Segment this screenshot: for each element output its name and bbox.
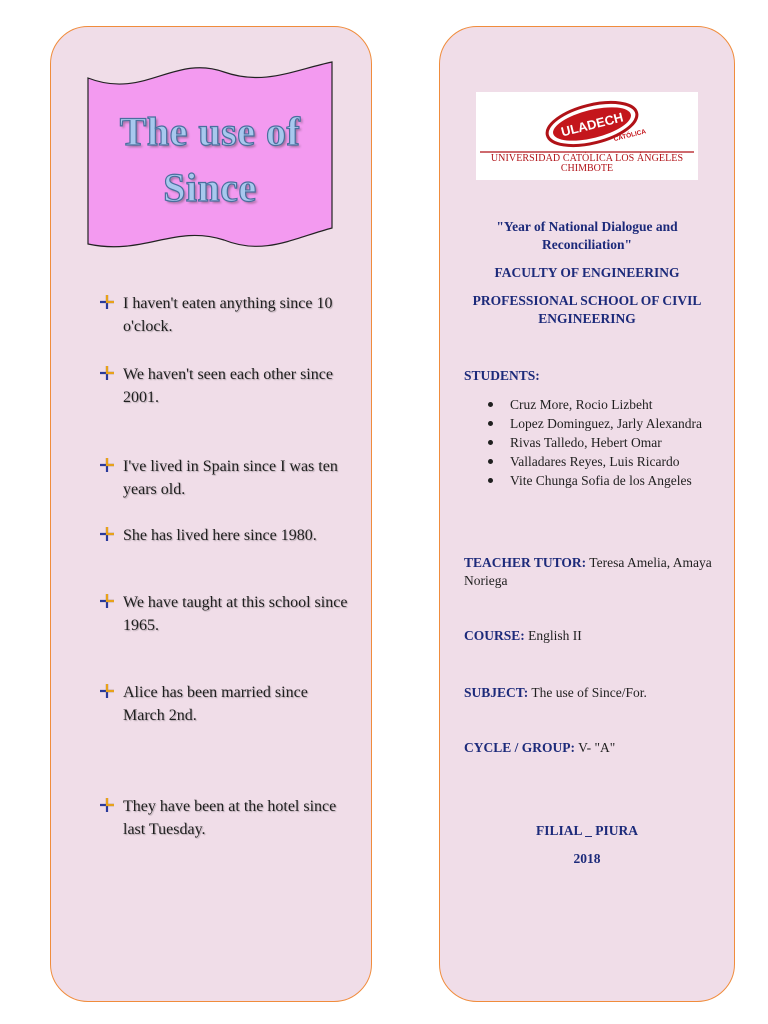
- cycle-label: CYCLE / GROUP:: [464, 740, 575, 755]
- student-item: Cruz More, Rocio Lizbeht: [486, 395, 716, 414]
- subject-line: [464, 684, 720, 702]
- course-line: [464, 627, 720, 645]
- banner-shape: [84, 60, 336, 250]
- course-value: English II: [528, 628, 582, 643]
- example-text: We haven't seen each other since 2001.: [123, 366, 333, 406]
- cross-bullet-icon: [100, 798, 114, 812]
- example-text: They have been at the hotel since last Tuesday.: [123, 798, 337, 838]
- example-text: I haven't eaten anything since 10 o'clock.: [123, 295, 333, 335]
- example-item: [100, 363, 350, 409]
- university-logo: [476, 92, 698, 180]
- teacher-value: Teresa Amelia, Amaya Noriega: [464, 555, 712, 588]
- subject-label: SUBJECT:: [464, 685, 529, 700]
- student-item: Rivas Talledo, Hebert Omar: [486, 433, 716, 452]
- teacher-line: [464, 554, 720, 590]
- school-title: PROFESSIONAL SCHOOL OF CIVIL ENGINEERING: [472, 293, 702, 326]
- students-list: [486, 395, 716, 490]
- branch-name: FILIAL _ PIURA: [535, 823, 638, 838]
- example-item: [100, 591, 350, 637]
- student-item: Vite Chunga Sofia de los Angeles: [486, 471, 716, 490]
- document-year: 2018: [573, 851, 601, 866]
- example-item: [100, 681, 350, 727]
- student-item: Valladares Reyes, Luis Ricardo: [486, 452, 716, 471]
- example-item: [100, 524, 350, 547]
- cross-bullet-icon: [100, 295, 114, 309]
- student-item: Lopez Dominguez, Jarly Alexandra: [486, 414, 716, 433]
- example-text: She has lived here since 1980.: [123, 527, 317, 544]
- logo-badge-text: ULADECH: [559, 109, 625, 140]
- banner-title-line2: Since: [163, 165, 257, 210]
- example-text: We have taught at this school since 1965.: [123, 594, 348, 634]
- uladech-badge-icon: [476, 92, 698, 154]
- cross-bullet-icon: [100, 594, 114, 608]
- cross-bullet-icon: [100, 684, 114, 698]
- teacher-label: TEACHER TUTOR:: [464, 555, 587, 570]
- university-name: UNIVERSIDAD CATÓLICA LOS ÁNGELES: [490, 153, 684, 164]
- example-item: [100, 795, 350, 841]
- logo-badge-subtext: CATÓLICA: [613, 128, 647, 144]
- banner-title-line1: The use of: [119, 109, 301, 154]
- title-banner: [84, 60, 336, 250]
- year-motto: "Year of National Dialogue and Reconciliation": [496, 219, 678, 252]
- subject-value: The use of Since/For.: [531, 685, 647, 700]
- faculty-title: FACULTY OF ENGINEERING: [494, 265, 680, 280]
- students-label: [464, 367, 720, 385]
- example-text: Alice has been married since March 2nd.: [123, 684, 308, 724]
- example-text: I've lived in Spain since I was ten years old.: [123, 458, 338, 498]
- cycle-line: [464, 739, 720, 757]
- cross-bullet-icon: [100, 458, 114, 472]
- cycle-value: V- "A": [578, 740, 616, 755]
- cross-bullet-icon: [100, 366, 114, 380]
- university-city: CHIMBOTE: [560, 163, 614, 174]
- cross-bullet-icon: [100, 527, 114, 541]
- example-item: [100, 455, 350, 501]
- example-item: [100, 292, 350, 338]
- course-label: COURSE:: [464, 628, 525, 643]
- students-heading: STUDENTS:: [464, 368, 540, 383]
